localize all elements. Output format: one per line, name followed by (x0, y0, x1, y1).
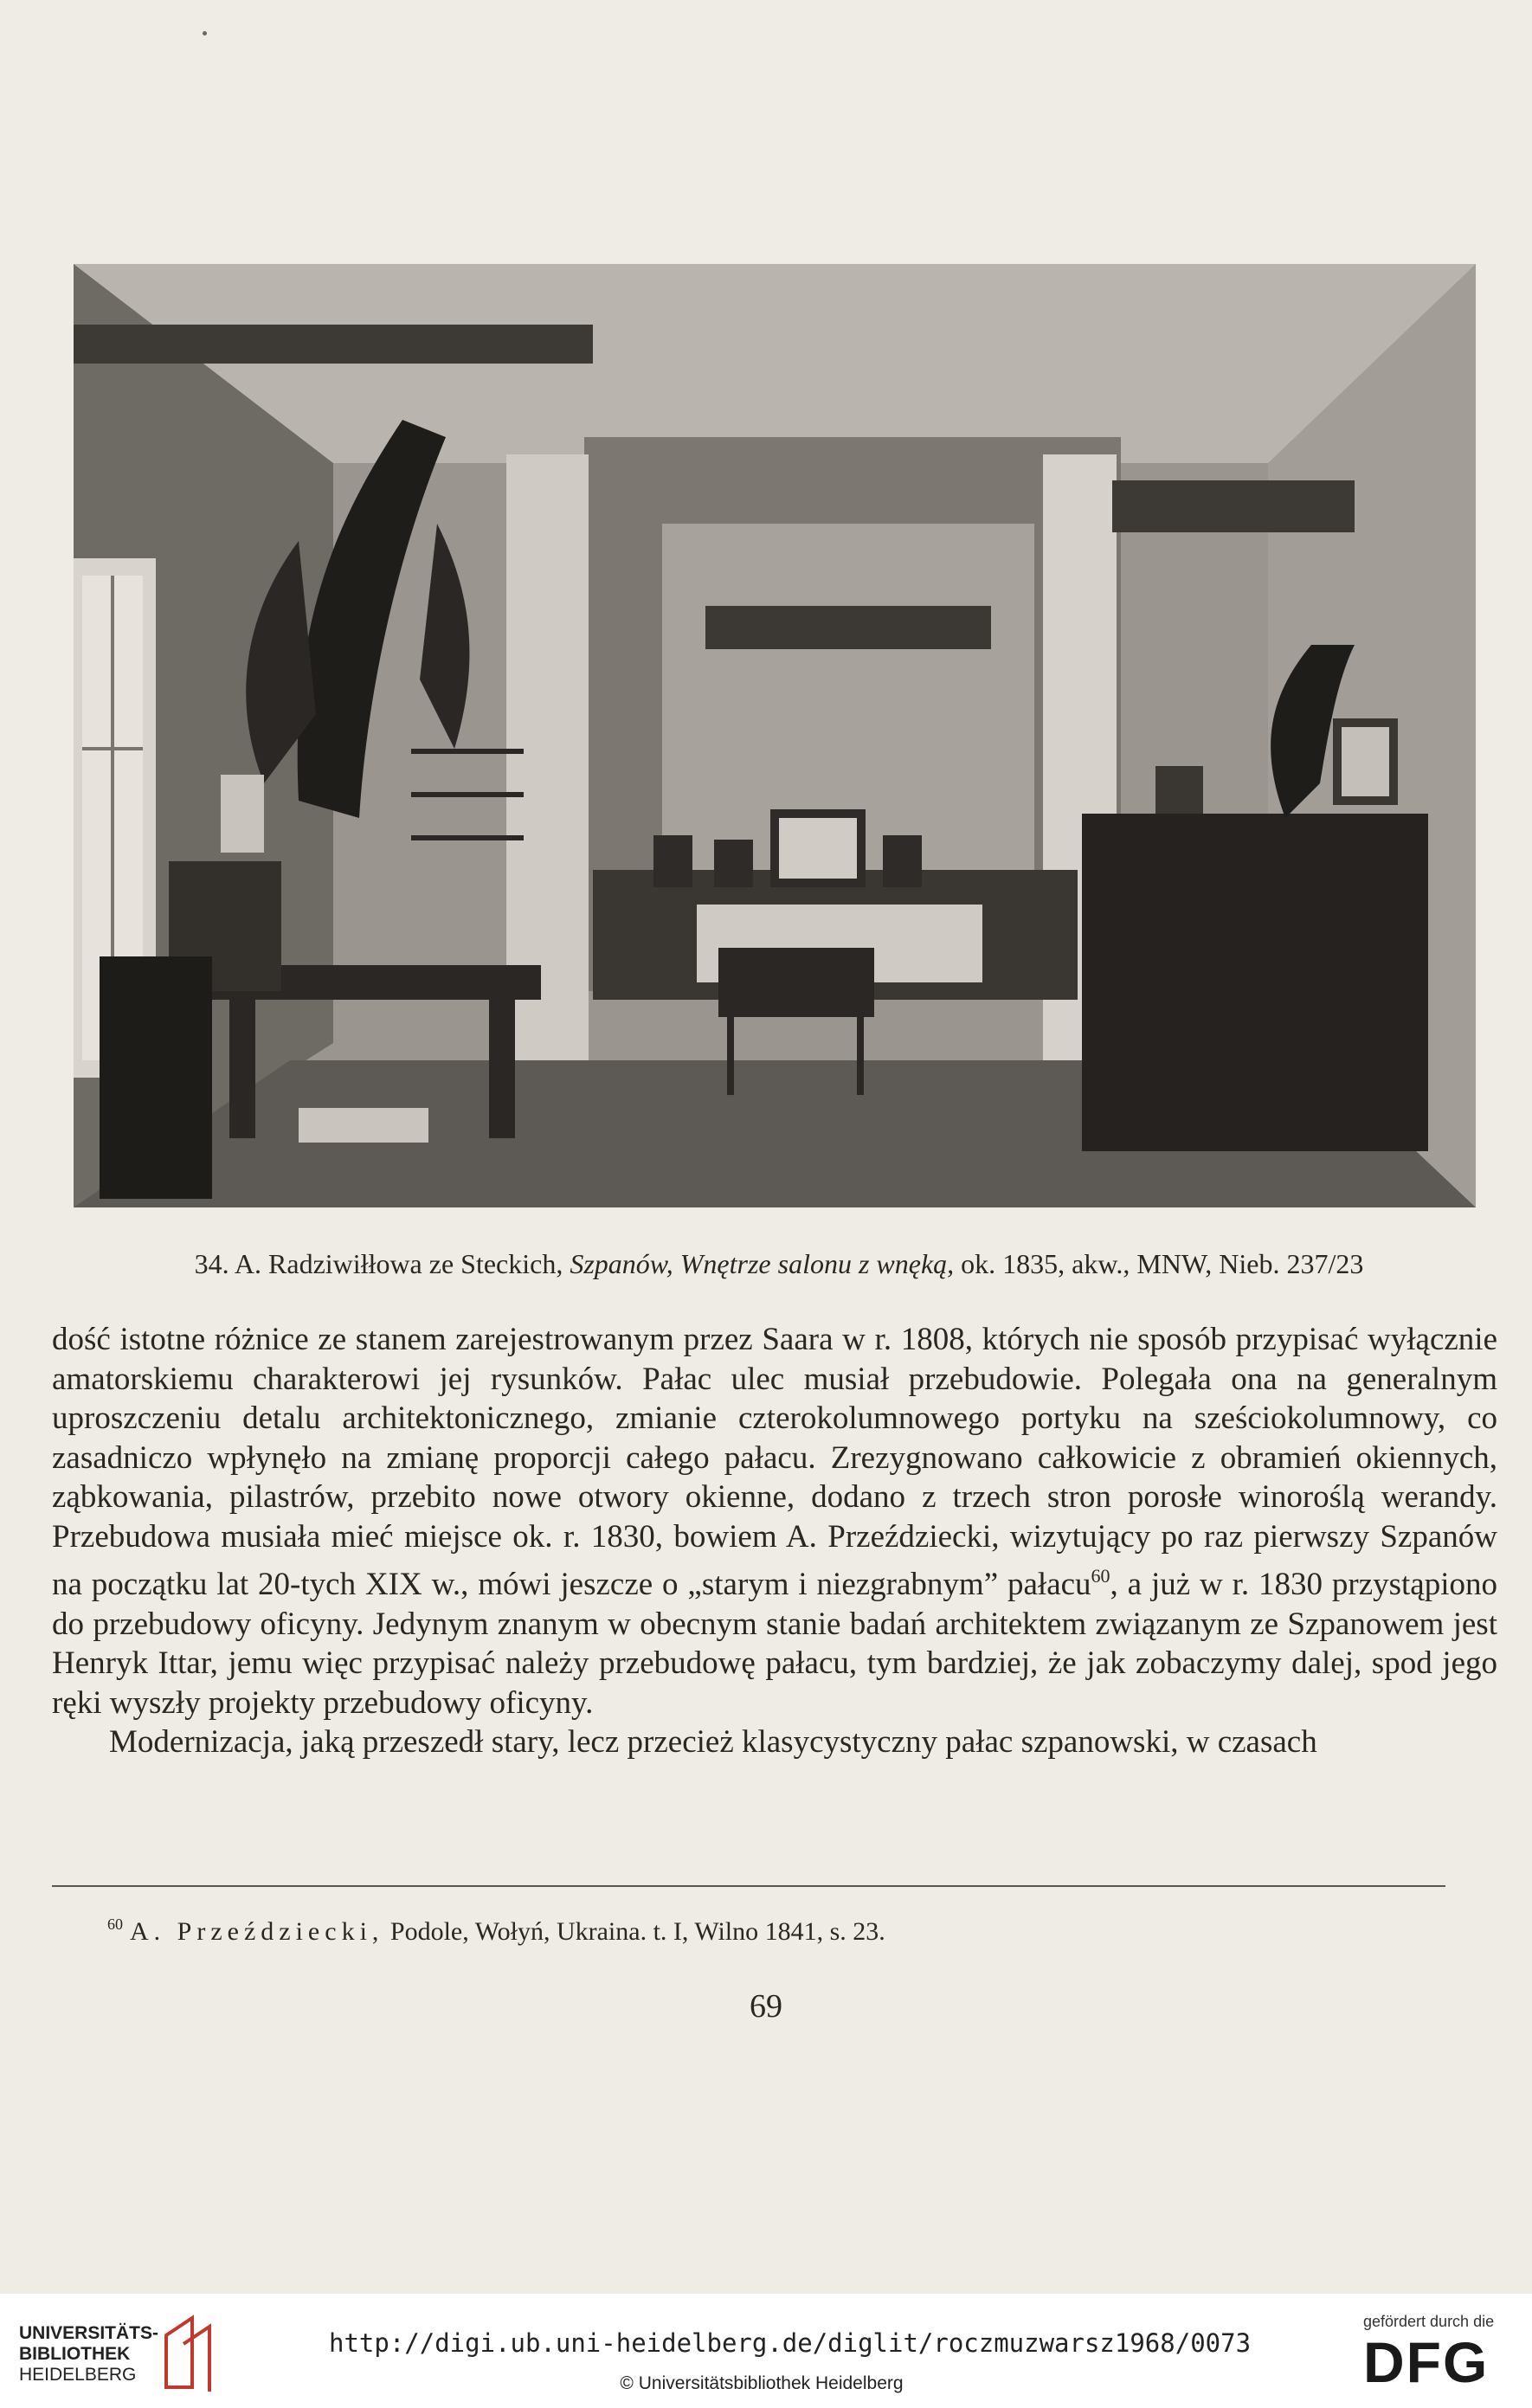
body-text (52, 1320, 1497, 1762)
library-name-line: HEIDELBERG (19, 2365, 137, 2385)
copyright: © Universitätsbibliothek Heidelberg (620, 2373, 904, 2393)
figure-illustration (74, 264, 1476, 1207)
page-number: 69 (750, 1988, 782, 2025)
footnote-divider (52, 1885, 1445, 1887)
caption-author: A. Radziwiłłowa ze Steckich, (234, 1248, 563, 1279)
library-name-line: UNIVERSITÄTS- (19, 2323, 159, 2343)
footnote-marker: 60 (107, 1915, 123, 1933)
footnote (107, 1908, 885, 1948)
permalink[interactable]: http://digi.ub.uni-heidelberg.de/diglit/roczmuzwarsz1968/0073 (329, 2328, 1252, 2358)
footnote-text: Podole, Wołyń, Ukraina. t. I, Wilno 1841, s. 23. (389, 1917, 885, 1946)
library-name-line: BIBLIOTHEK (19, 2344, 131, 2364)
paragraph: Modernizacja, jaką przeszedł stary, lecz przecież klasycystyczny pałac szpanowski, w czasach (109, 1724, 1317, 1760)
library-logo-text (19, 2323, 158, 2385)
funder-label: gefördert durch die (1363, 2313, 1495, 2330)
paragraph-text-end: , a już w r. 1830 przystąpiono do przebudowy oficyny. Jedynym znanym w obecnym stanie badań architektem związanym ze Szpanowem jest Henryk Ittar, jemu więc przypisać należy przebudowę pałacu, tym bardziej, że jak zobaczymy dalej, spod jego ręki wyszły projekty przebudowy oficyny. (52, 1567, 1497, 1721)
library-emblem-icon (158, 2309, 218, 2396)
paragraph-text: dość istotne różnice ze stanem zarejestrowanym przez Saara w r. 1808, których nie sposób przypisać wyłącznie amatorskiemu charakterowi jej rysunków. Pałac ulec musiał przebudowie. Polegała ona na generalnym uproszczeniu detalu architektonicznego, zmianie czterokolumnowego portyku na sześciokolumnowy, co zasadniczo wpłynęło na zmianę proporcji całego pałacu. Zrezygnowano całkowicie z obramień okiennych, ząbkowania, pilastrów, przebito nowe otwory okienne, dodano z trzech stron porosłe winoroślą werandy. Przebudowa musiała mieć miejsce ok. r. 1830, bowiem A. Przeździecki, wizytujący po raz pierwszy Szpanów na początku lat 20-tych XIX w., mówi jeszcze o „starym i niezgrabnym” pałacu (52, 1322, 1497, 1602)
footnote-reference: 60 (1091, 1565, 1110, 1587)
caption-title: Szpanów, Wnętrze salonu z wnęką, (570, 1248, 955, 1279)
dfg-logo: DFG (1363, 2330, 1490, 2394)
caption-number: 34. (194, 1248, 229, 1279)
figure-caption (104, 1246, 1454, 1281)
footnote-author: A. Przeździecki, (130, 1917, 384, 1946)
caption-details: ok. 1835, akw., MNW, Nieb. 237/23 (961, 1248, 1364, 1279)
paragraph (52, 1320, 1497, 1722)
scan-speck (203, 31, 207, 35)
